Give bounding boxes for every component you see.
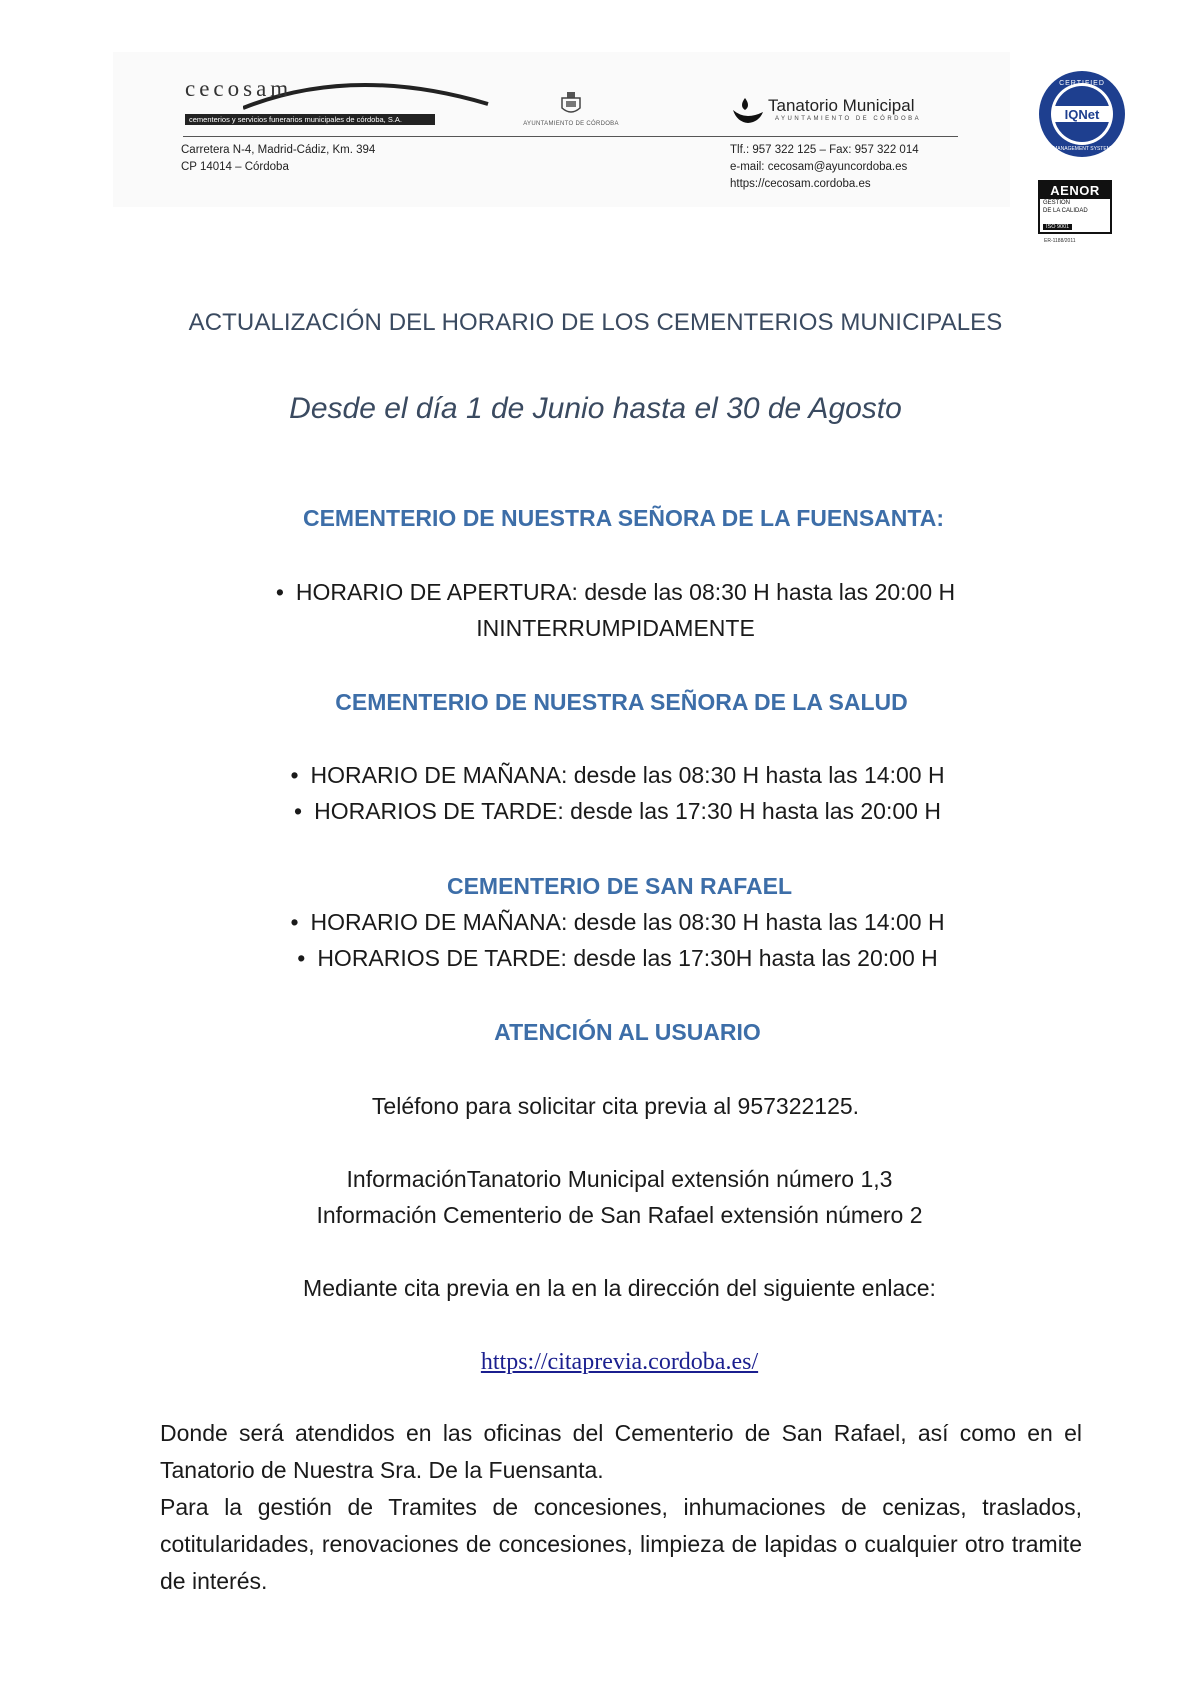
aenor-line-2: DE LA CALIDAD (1043, 208, 1088, 214)
iqnet-certified-text: CERTIFIED (1059, 80, 1105, 87)
aenor-iso: ISO 9001 (1043, 224, 1072, 230)
letterhead-address (181, 142, 375, 176)
address-line-2: CP 14014 – Córdoba (181, 161, 289, 173)
coat-of-arms-icon (556, 90, 586, 116)
tramites-paragraph: Para la gestión de Tramites de concesiones, inhumaciones de cenizas, traslados, cotitularidades, renovaciones de concesiones, limpieza de lapidas o cualquier otro tramite de interés. (160, 1494, 1082, 1594)
fuensanta-heading: CEMENTERIO DE NUESTRA SEÑORA DE LA FUENSANTA: (302, 505, 945, 531)
date-range-subtitle: Desde el día 1 de Junio hasta el 30 de Agosto (289, 392, 902, 425)
bullet-icon: • (294, 798, 303, 824)
san-rafael-morning-text: HORARIO DE MAÑANA: desde las 08:30 H hasta las 14:00 H (310, 909, 945, 935)
offices-paragraph: Donde será atendidos en las oficinas del Cementerio de San Rafael, así como en el Tanatorio de Nuestra Sra. De la Fuensanta. (160, 1420, 1082, 1483)
page-title: ACTUALIZACIÓN DEL HORARIO DE LOS CEMENTERIOS MUNICIPALES (188, 309, 1003, 336)
fuensanta-hours-text: HORARIO DE APERTURA: desde las 08:30 H hasta las 20:00 H (295, 579, 956, 605)
bullet-icon: • (275, 579, 284, 605)
aenor-code: ER-1188/2011 (1044, 238, 1076, 244)
tanatorio-title: Tanatorio Municipal (768, 96, 915, 115)
phone-fax: Tlf.: 957 322 125 – Fax: 957 322 014 (730, 144, 919, 156)
cita-phone-line: Teléfono para solicitar cita previa al 957322125. (371, 1093, 860, 1119)
contact-website: https://cecosam.cordoba.es (730, 178, 871, 190)
san-rafael-afternoon-text: HORARIOS DE TARDE: desde las 17:30H hasta las 20:00 H (317, 945, 938, 971)
citaprevia-link[interactable]: https://citaprevia.cordoba.es/ (480, 1349, 759, 1375)
iqnet-name: IQNet (1064, 107, 1100, 122)
bullet-icon: • (290, 762, 299, 788)
contact-email: e-mail: cecosam@ayuncordoba.es (730, 161, 908, 173)
salud-morning-text: HORARIO DE MAÑANA: desde las 08:30 H hasta las 14:00 H (310, 762, 945, 788)
cecosam-logo (185, 70, 445, 132)
san-rafael-morning-hours (22, 909, 1191, 936)
letterhead (113, 52, 1010, 207)
salud-morning-hours (22, 762, 1191, 789)
tanatorio-logo (731, 96, 951, 132)
tanatorio-subtitle: AYUNTAMIENTO DE CÓRDOBA (775, 116, 922, 122)
letterhead-contact (730, 142, 919, 193)
aenor-badge (1038, 180, 1112, 234)
iqnet-system-text: MANAGEMENT SYSTEM (1053, 146, 1111, 152)
salud-afternoon-text: HORARIOS DE TARDE: desde las 17:30 H hasta las 20:00 H (314, 798, 941, 824)
fuensanta-opening-hours (20, 579, 1191, 606)
address-line-1: Carretera N-4, Madrid-Cádiz, Km. 394 (181, 144, 376, 156)
cita-link-row (24, 1349, 1191, 1376)
cecosam-wordmark: cecosam (185, 76, 293, 101)
iqnet-certified-badge (1037, 69, 1127, 159)
aenor-name: AENOR (1040, 182, 1110, 199)
aenor-line-1: GESTIÓN (1043, 200, 1071, 206)
flame-hand-icon (731, 96, 765, 126)
info-tanatorio-line: InformaciónTanatorio Municipal extensión número 1,3 (346, 1166, 893, 1192)
san-rafael-afternoon-hours (22, 945, 1191, 972)
ayuntamiento-logo (523, 90, 619, 127)
letterhead-divider (183, 136, 958, 137)
info-san-rafael-line: Información Cementerio de San Rafael extensión número 2 (316, 1202, 923, 1228)
bullet-icon: • (290, 909, 299, 935)
bullet-icon: • (297, 945, 306, 971)
salud-heading: CEMENTERIO DE NUESTRA SEÑORA DE LA SALUD (335, 689, 908, 715)
atencion-heading: ATENCIÓN AL USUARIO (494, 1019, 761, 1045)
fuensanta-hours-continued: ININTERRUMPIDAMENTE (476, 615, 755, 641)
cecosam-tagline: cementerios y servicios funerarios municipales de córdoba, S.A. (185, 114, 435, 125)
cita-online-line: Mediante cita previa en la en la dirección del siguiente enlace: (303, 1275, 936, 1301)
salud-afternoon-hours (22, 798, 1191, 825)
ayuntamiento-label: AYUNTAMIENTO DE CÓRDOBA (523, 121, 619, 127)
san-rafael-heading: CEMENTERIO DE SAN RAFAEL (446, 873, 793, 899)
